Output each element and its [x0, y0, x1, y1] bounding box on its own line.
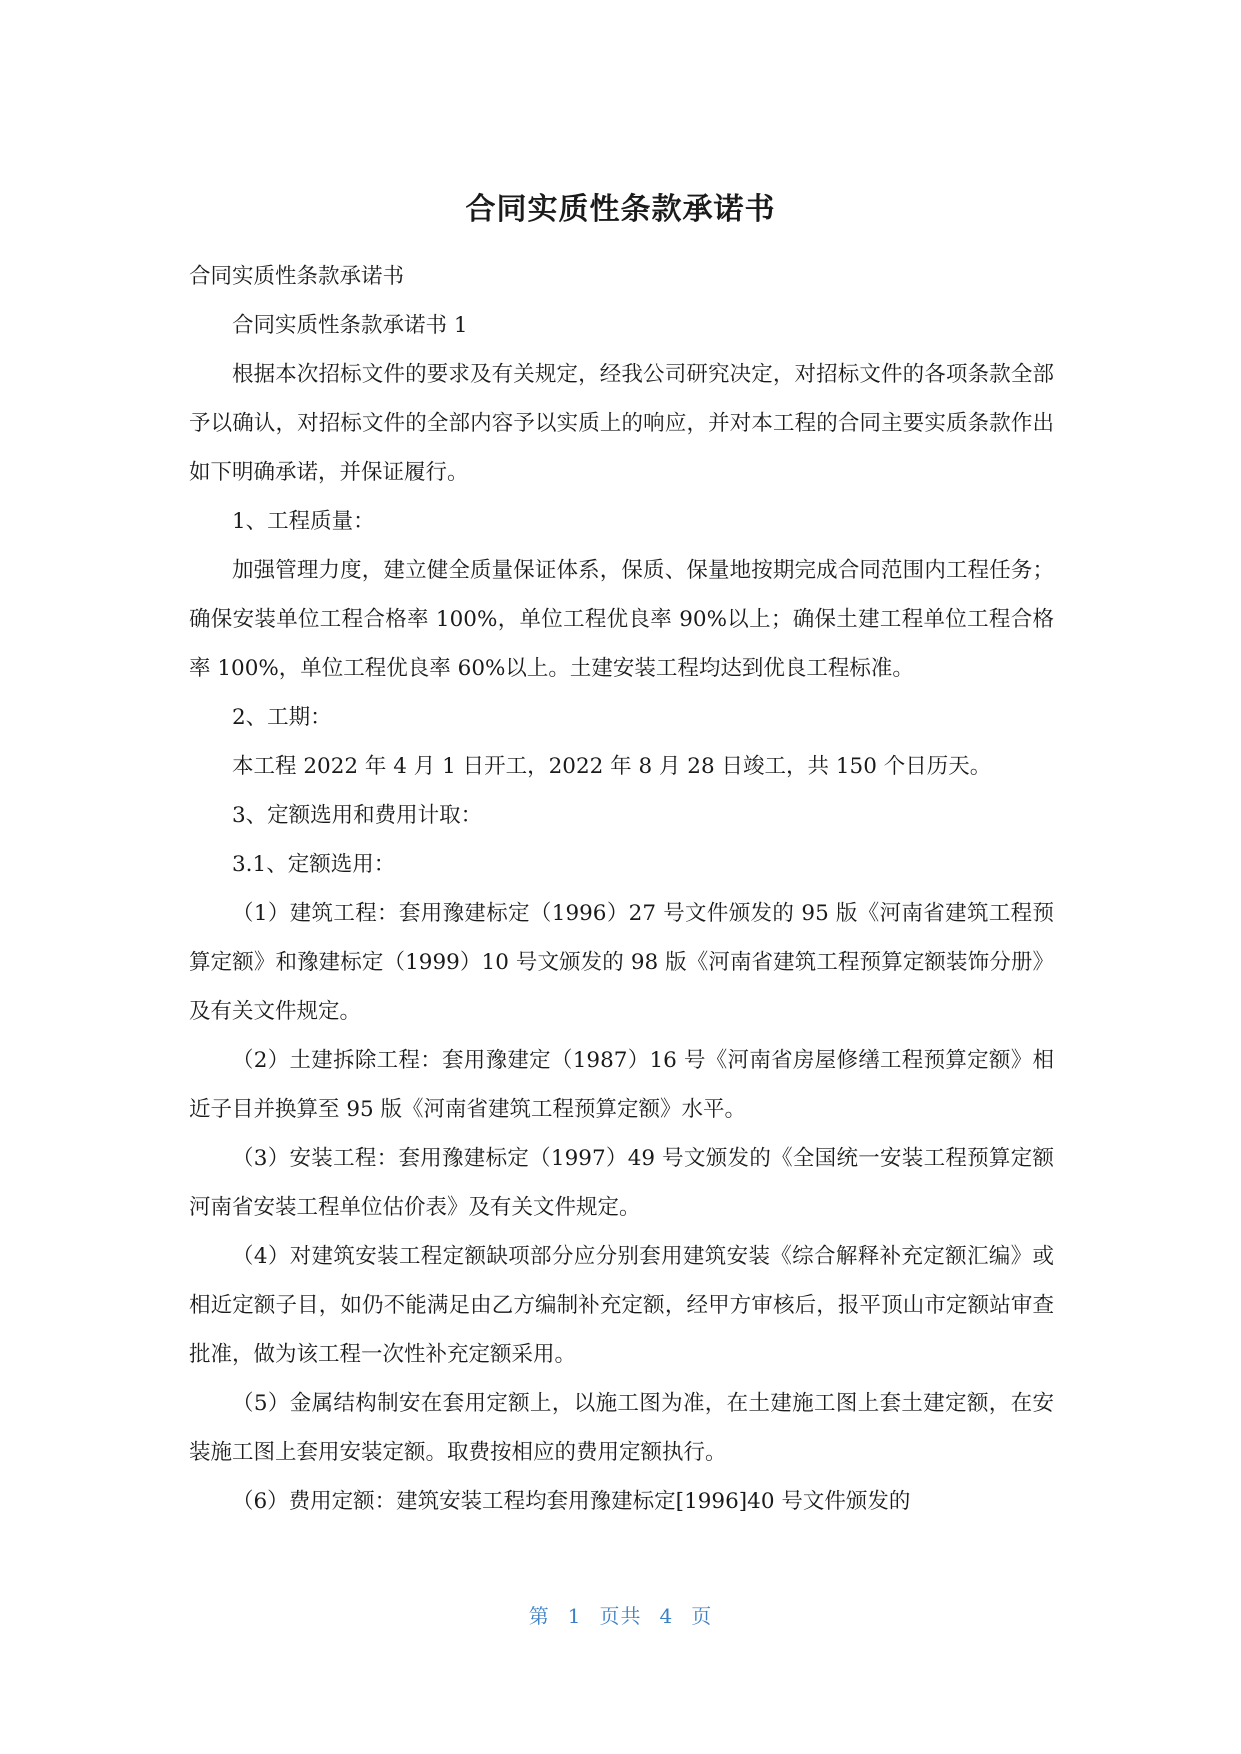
subtitle-line: 合同实质性条款承诺书	[189, 264, 405, 289]
footer-word-pages: 页	[691, 1604, 713, 1628]
document-title: 合同实质性条款承诺书	[465, 192, 776, 227]
section-heading: 2、工期：	[232, 705, 332, 730]
list-item: （6）费用定额：建筑安装工程均套用豫建标定[1996]40 号文件颁发的	[232, 1489, 911, 1514]
section-heading: 3、定额选用和费用计取：	[232, 803, 483, 828]
footer-word-of: 页共	[599, 1604, 642, 1628]
list-item: （3）安装工程：套用豫建标定（1997）49 号文颁发的《全国统一安装工程预算定额河南省安装工程单位估价表》及有关文件规定。	[189, 1146, 1054, 1220]
footer-page-number: 1	[567, 1604, 582, 1628]
footer-word-page: 第	[528, 1604, 550, 1628]
section-heading: 1、工程质量：	[232, 509, 375, 534]
list-item: （1）建筑工程：套用豫建标定（1996）27 号文件颁发的 95 版《河南省建筑工程预算定额》和豫建标定（1999）10 号文颁发的 98 版《河南省建筑工程预算定额装饰分册》及有关文件规定。	[189, 901, 1054, 1024]
paragraph: 合同实质性条款承诺书 1	[232, 313, 468, 338]
footer-total-pages: 4	[659, 1604, 674, 1628]
document-body	[189, 252, 1054, 1526]
paragraph: 加强管理力度，建立健全质量保证体系，保质、保量地按期完成合同范围内工程任务；确保安装单位工程合格率 100%，单位工程优良率 90%以上；确保土建工程单位工程合格率 100%，单位工程优良率 60%以上。土建安装工程均达到优良工程标准。	[189, 558, 1054, 681]
paragraph: 本工程 2022 年 4 月 1 日开工，2022 年 8 月 28 日竣工，共 150 个日历天。	[232, 754, 992, 779]
paragraph: 根据本次招标文件的要求及有关规定，经我公司研究决定，对招标文件的各项条款全部予以确认，对招标文件的全部内容予以实质上的响应，并对本工程的合同主要实质条款作出如下明确承诺，并保证履行。	[189, 362, 1054, 485]
subsection-heading: 3.1、定额选用：	[232, 852, 396, 877]
list-item: （5）金属结构制安在套用定额上，以施工图为准，在土建施工图上套土建定额，在安装施工图上套用安装定额。取费按相应的费用定额执行。	[189, 1391, 1054, 1465]
page-footer	[0, 1600, 1241, 1629]
list-item: （2）土建拆除工程：套用豫建定（1987）16 号《河南省房屋修缮工程预算定额》相近子目并换算至 95 版《河南省建筑工程预算定额》水平。	[189, 1048, 1054, 1122]
list-item: （4）对建筑安装工程定额缺项部分应分别套用建筑安装《综合解释补充定额汇编》或相近定额子目，如仍不能满足由乙方编制补充定额，经甲方审核后，报平顶山市定额站审查批准，做为该工程一次性补充定额采用。	[189, 1244, 1054, 1367]
